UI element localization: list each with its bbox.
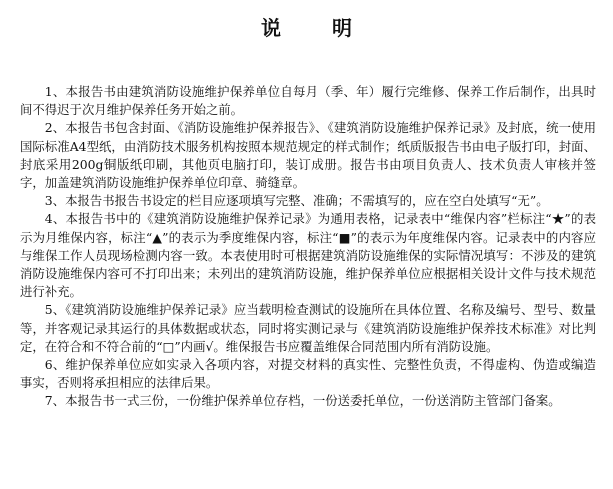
paragraph-4: 4、本报告书中的《建筑消防设施维护保养记录》为通用表格，记录表中“维保内容”栏标注“★”的表示为月维保内容，标注“▲”的表示为季度维保内容，标注“■”的表示为年度维保内容。记录表中的内容应与维保工作人员现场检测内容一致。本表使用时可根据建筑消防设施维保的实际情况填写：不涉及的建筑消防设施维保内容可不打印出来；未列出的建筑消防设施，维护保养单位应根据相关设计文件与技术规范进行补充。 xyxy=(20,211,596,300)
paragraph-6: 6、维护保养单位应如实录入各项内容，对提交材料的真实性、完整性负责，不得虚构、伪造或编造事实，否则将承担相应的法律后果。 xyxy=(20,357,596,391)
paragraph-7: 7、本报告书一式三份，一份维护保养单位存档，一份送委托单位，一份送消防主管部门备案。 xyxy=(44,393,561,409)
page-title: 说 明 xyxy=(261,16,374,40)
paragraph-5: 5、《建筑消防设施维护保养记录》应当载明检查测试的设施所在具体位置、名称及编号、型号、数量等，并客观记录其运行的具体数据或状态，同时将实测记录与《建筑消防设施维护保养技术标准》对比判定，在符合和不符合前的“□”内画√。维保报告书应覆盖维保合同范围内所有消防设施。 xyxy=(20,302,596,354)
paragraph-3: 3、本报告书报告书设定的栏目应逐项填写完整、准确；不需填写的，应在空白处填写“无”。 xyxy=(44,193,549,209)
paragraph-1: 1、本报告书由建筑消防设施维护保养单位自每月（季、年）履行完维修、保养工作后制作，出具时间不得迟于次月维护保养任务开始之前。 xyxy=(20,84,596,118)
paragraph-2: 2、本报告书包含封面、《消防设施维护保养报告》、《建筑消防设施维护保养记录》及封底，统一使用国际标准A4型纸，由消防技术服务机构按照本规范规定的样式制作；纸质版报告书由电子版打印，封面、封底采用200g铜版纸印刷，其他页电脑打印，装订成册。报告书由项目负责人、技术负责人审核并签字，加盖建筑消防设施维护保养单位印章、骑缝章。 xyxy=(20,120,596,191)
instructions-body xyxy=(20,83,596,411)
